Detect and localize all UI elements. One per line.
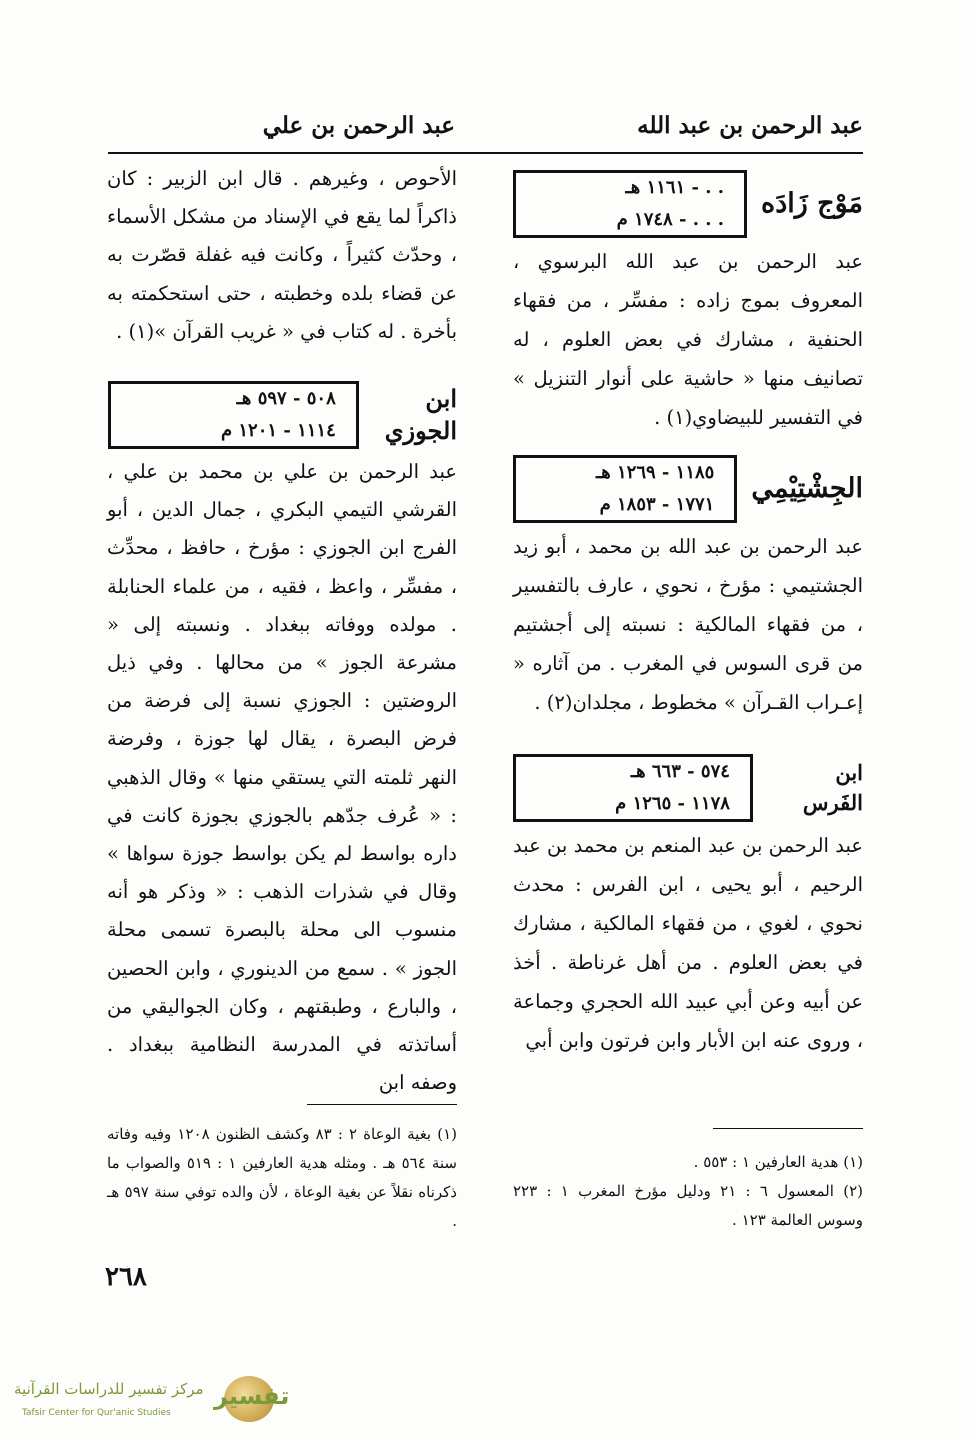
footnotes-right <box>513 1148 863 1235</box>
logo-arabic-name: مركز تفسير للدراسات القرآنية <box>14 1380 204 1398</box>
entry-heading <box>513 754 863 822</box>
entry-name <box>803 758 863 818</box>
entry-name-line: الفَرس <box>802 790 863 815</box>
gregorian-dates: ١١١٤ - ١٢٠١ م <box>220 420 336 442</box>
footnote: (٢) المعسول ٦ : ٢١ ودليل مؤرخ المغرب ١ : ٢٢٣ وسوس العالمة ١٢٣ . <box>513 1182 863 1229</box>
footnotes-left <box>107 1120 457 1236</box>
header-rule <box>108 152 863 154</box>
date-bracket <box>513 170 747 238</box>
gregorian-dates: ١٧٧١ - ١٨٥٣ م <box>599 494 715 515</box>
entry-name: الجِشْتِيْمِي <box>751 473 863 504</box>
entry-text: عبد الرحمن بن عبد المنعم بن محمد بن عبد الرحيم ، أبو يحيى ، ابن الفرس : محدث نحوي ، لغوي ، من فقهاء المالكية ، مشارك في بعض العلوم . من أهل غرناطة . أخذ عن أبيه وعن أبي عبيد الله الحجري وجماعة ، وروى عنه ابن الأبار وابن فرتون وابن أبي <box>513 834 863 1052</box>
logo-wordmark: تفسير <box>214 1382 290 1410</box>
continued-text: الأحوص ، وغيرهم . قال ابن الزبير : كان ذاكراً لما يقع في الإسناد من مشكل الأسماء ، وحدّث كثيراً ، وكانت فيه غفلة قصّرت به عن قضاء بلده وخطبته ، حتى استحكمته به بأخرة . له كتاب في « غريب القرآن »(١) . <box>107 167 457 343</box>
hijri-dates: . . - ١١٦١ هـ <box>625 177 725 198</box>
entry-name-line: الجوزي <box>384 416 457 446</box>
entry-name: مَوْج زَادَه <box>761 188 863 219</box>
page-number: ٢٦٨ <box>105 1262 147 1292</box>
footnote-rule-right <box>713 1128 863 1129</box>
running-header-left: عبد الرحمن بن علي <box>262 112 455 139</box>
entry-text: عبد الرحمن بن عبد الله البرسوي ، المعروف بموج زاده : مفسِّر ، من فقهاء الحنفية ، مشارك في بعض العلوم ، له تصانيف منها « حاشية على أنوار التنزيل » في التفسير للبيضاوي(١) . <box>513 250 863 429</box>
hijri-dates: ١١٨٥ - ١٢٦٩ هـ <box>595 462 715 483</box>
entry-text: عبد الرحمن بن علي بن محمد بن علي ، القرشي التيمي البكري ، جمال الدين ، أبو الفرج ابن الجوزي : مؤرخ ، حافظ ، محدِّث ، مفسِّر ، واعظ ، فقيه ، من علماء الحنابلة . مولده ووفاته ببغداد . ونسبته إلى « مشرعة الجوز » من محالها . وفي ذيل الروضتين : الجوزي نسبة إلى فرضة من فرض البصرة ، يقال لها جوزة ، وفرضة النهر ثلمته التي يستقي منها » وقال الذهبي : « عُرف جدّهم بالجوزي بجوزة كانت في داره بواسط لم يكن بواسط جوزة سواها » وقال في شذرات الذهب : « وذكر هو أنه منسوب الى محلة بالبصرة تسمى محلة الجوز » . سمع من الدينوري ، وابن الحصين ، والبارع ، وطبقتهم ، وكان الجواليقي من أساتذته في المدرسة النظامية ببغداد . وصفه ابن <box>107 460 457 1095</box>
hijri-dates: ٥٧٤ - ٦٦٣ هـ <box>630 761 730 782</box>
left-column <box>107 158 457 1102</box>
publisher-logo <box>14 1372 294 1428</box>
gregorian-dates: . . . - ١٧٤٨ م <box>616 209 725 230</box>
footnote: (١) بغية الوعاة ٢ : ٨٣ وكشف الظنون ١٢٠٨ وفيه وفاته سنة ٥٦٤ هـ . ومثله هدية العارفين ١ : ٥١٩ والصواب ما ذكرناه نقلاً عن بغية الوعاة ، لأن والده توفي سنة ٥٩٧ هـ . <box>107 1125 458 1230</box>
entry-heading <box>107 381 457 449</box>
entry-name-line: ابن <box>835 760 863 785</box>
entry-text: عبد الرحمن بن عبد الله بن محمد ، أبو زيد الجشتيمي : مؤرخ ، نحوي ، عارف بالتفسير ، من فقهاء المالكية : نسبته إلى أجشتيم من قرى السوس في المغرب . من آثاره « إعـراب القـرآن » مخطوط ، مجلدان(٢) . <box>513 535 863 714</box>
footnote: (١) هدية العارفين ١ : ٥٥٣ . <box>693 1153 863 1171</box>
date-bracket <box>108 381 359 449</box>
entry-heading <box>513 455 863 523</box>
right-column <box>513 158 863 1060</box>
running-header-right: عبد الرحمن بن عبد الله <box>637 112 863 139</box>
gregorian-dates: ١١٧٨ - ١٢٦٥ م <box>615 793 730 814</box>
date-bracket <box>513 754 753 822</box>
hijri-dates: ٥٠٨ - ٥٩٧ هـ <box>236 388 336 410</box>
entry-name <box>385 383 457 447</box>
logo-english-name: Tafsir Center for Qur'anic Studies <box>22 1408 171 1418</box>
entry-name-line: ابن <box>425 384 457 414</box>
footnote-rule-left <box>307 1104 457 1105</box>
entry-heading <box>513 170 863 238</box>
date-bracket <box>513 455 737 523</box>
